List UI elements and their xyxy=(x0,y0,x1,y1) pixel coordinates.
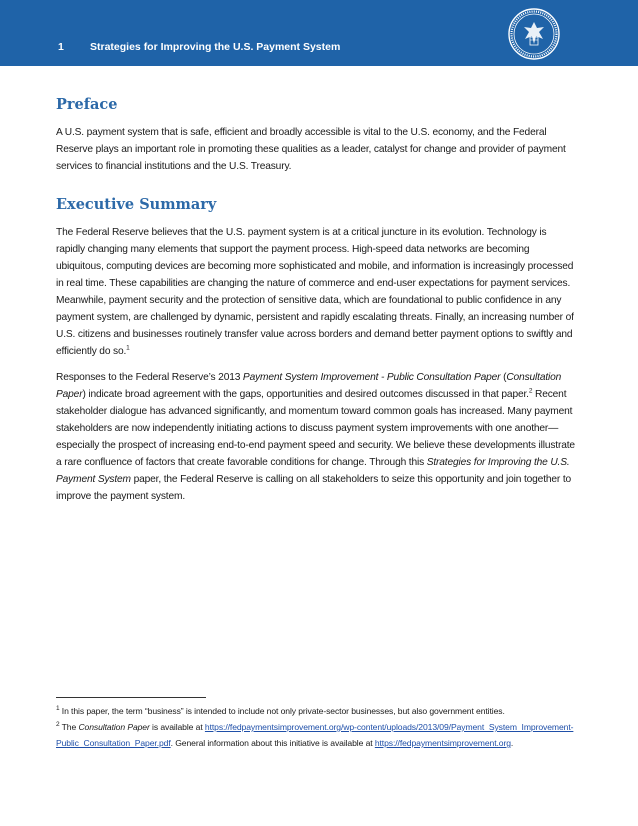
footnote-2: $^2$ The Consultation Paper is available at https://fedpaymentsimprovement.org/wp-content/uploads/2013/09/Payment_System_Improvement-Public_Consultation_Paper.pdf. General information about this initiative is available at https://fedpaymentsimprovement.org. xyxy=(56,721,574,748)
footnote-divider xyxy=(56,697,206,698)
consultation-paper-link[interactable]: https://fedpaymentsimprovement.org/wp-content/uploads/2013/09/Payment_System_Improvement-Public_Consultation_Paper.pdf xyxy=(56,722,574,748)
preface-paragraph: A U.S. payment system that is safe, efficient and broadly accessible is vital to the U.S. economy, and the Federal Reserve plays an important role in promoting these qualities as a leader, catalyst for change and provider of payment services to financial institutions and the U.S. Treasury. xyxy=(56,127,566,172)
federal-reserve-seal-icon xyxy=(508,8,560,60)
footnotes xyxy=(56,703,586,751)
preface-heading: Preface xyxy=(56,96,118,113)
footnote-1: $^1$ In this paper, the term “business” is intended to include not only private-sector businesses, but also government entities. xyxy=(56,705,505,716)
footnote-ref-1[interactable]: 1 xyxy=(126,344,130,352)
page-number: 1 xyxy=(58,41,64,53)
executive-summary-heading: Executive Summary xyxy=(56,196,217,213)
footnote-ref-2[interactable]: 2 xyxy=(528,387,533,395)
summary-paragraph-1: The Federal Reserve believes that the U.S. payment system is at a critical juncture in its evolution. Technology is rapidly changing many elements that support the payment process. High-speed data networks are becoming ubiquitous, computing devices are becoming more sophisticated and mobile, and information is increasingly processed in real time. These capabilities are changing the nature of commerce and end-user expectations for payment services. Meanwhile, payment security and the protection of sensitive data, which are foundational to public confidence in any payment system, are challenged by dynamic, persistent and rapidly escalating threats. Finally, an increasing number of U.S. citizens and businesses routinely transfer value across borders and demand better payment options to swiftly and efficiently do so.$^1$ xyxy=(56,227,574,357)
fedpayments-link[interactable]: https://fedpaymentsimprovement.org xyxy=(374,738,511,748)
header-title: Strategies for Improving the U.S. Payment System xyxy=(90,41,341,53)
page-header xyxy=(0,0,638,66)
page-body xyxy=(56,96,578,514)
summary-paragraph-2: Responses to the Federal Reserve’s 2013 Payment System Improvement - Public Consultation Paper (Consultation Paper) indicate broad agreement with the gaps, opportunities and desired outcomes discussed in that paper.$^2$ Recent stakeholder dialogue has advanced significantly, and momentum toward common goals has increased. Many payment stakeholders are now independently initiating actions to discuss payment system improvements with one another—especially the prospect of increasing end-to-end payment speed and security. We believe these developments illustrate a rare confluence of factors that create favorable conditions for change. Through this Strategies for Improving the U.S. Payment System paper, the Federal Reserve is calling on all stakeholders to seize this opportunity and join together to improve the payment system. xyxy=(56,372,575,502)
